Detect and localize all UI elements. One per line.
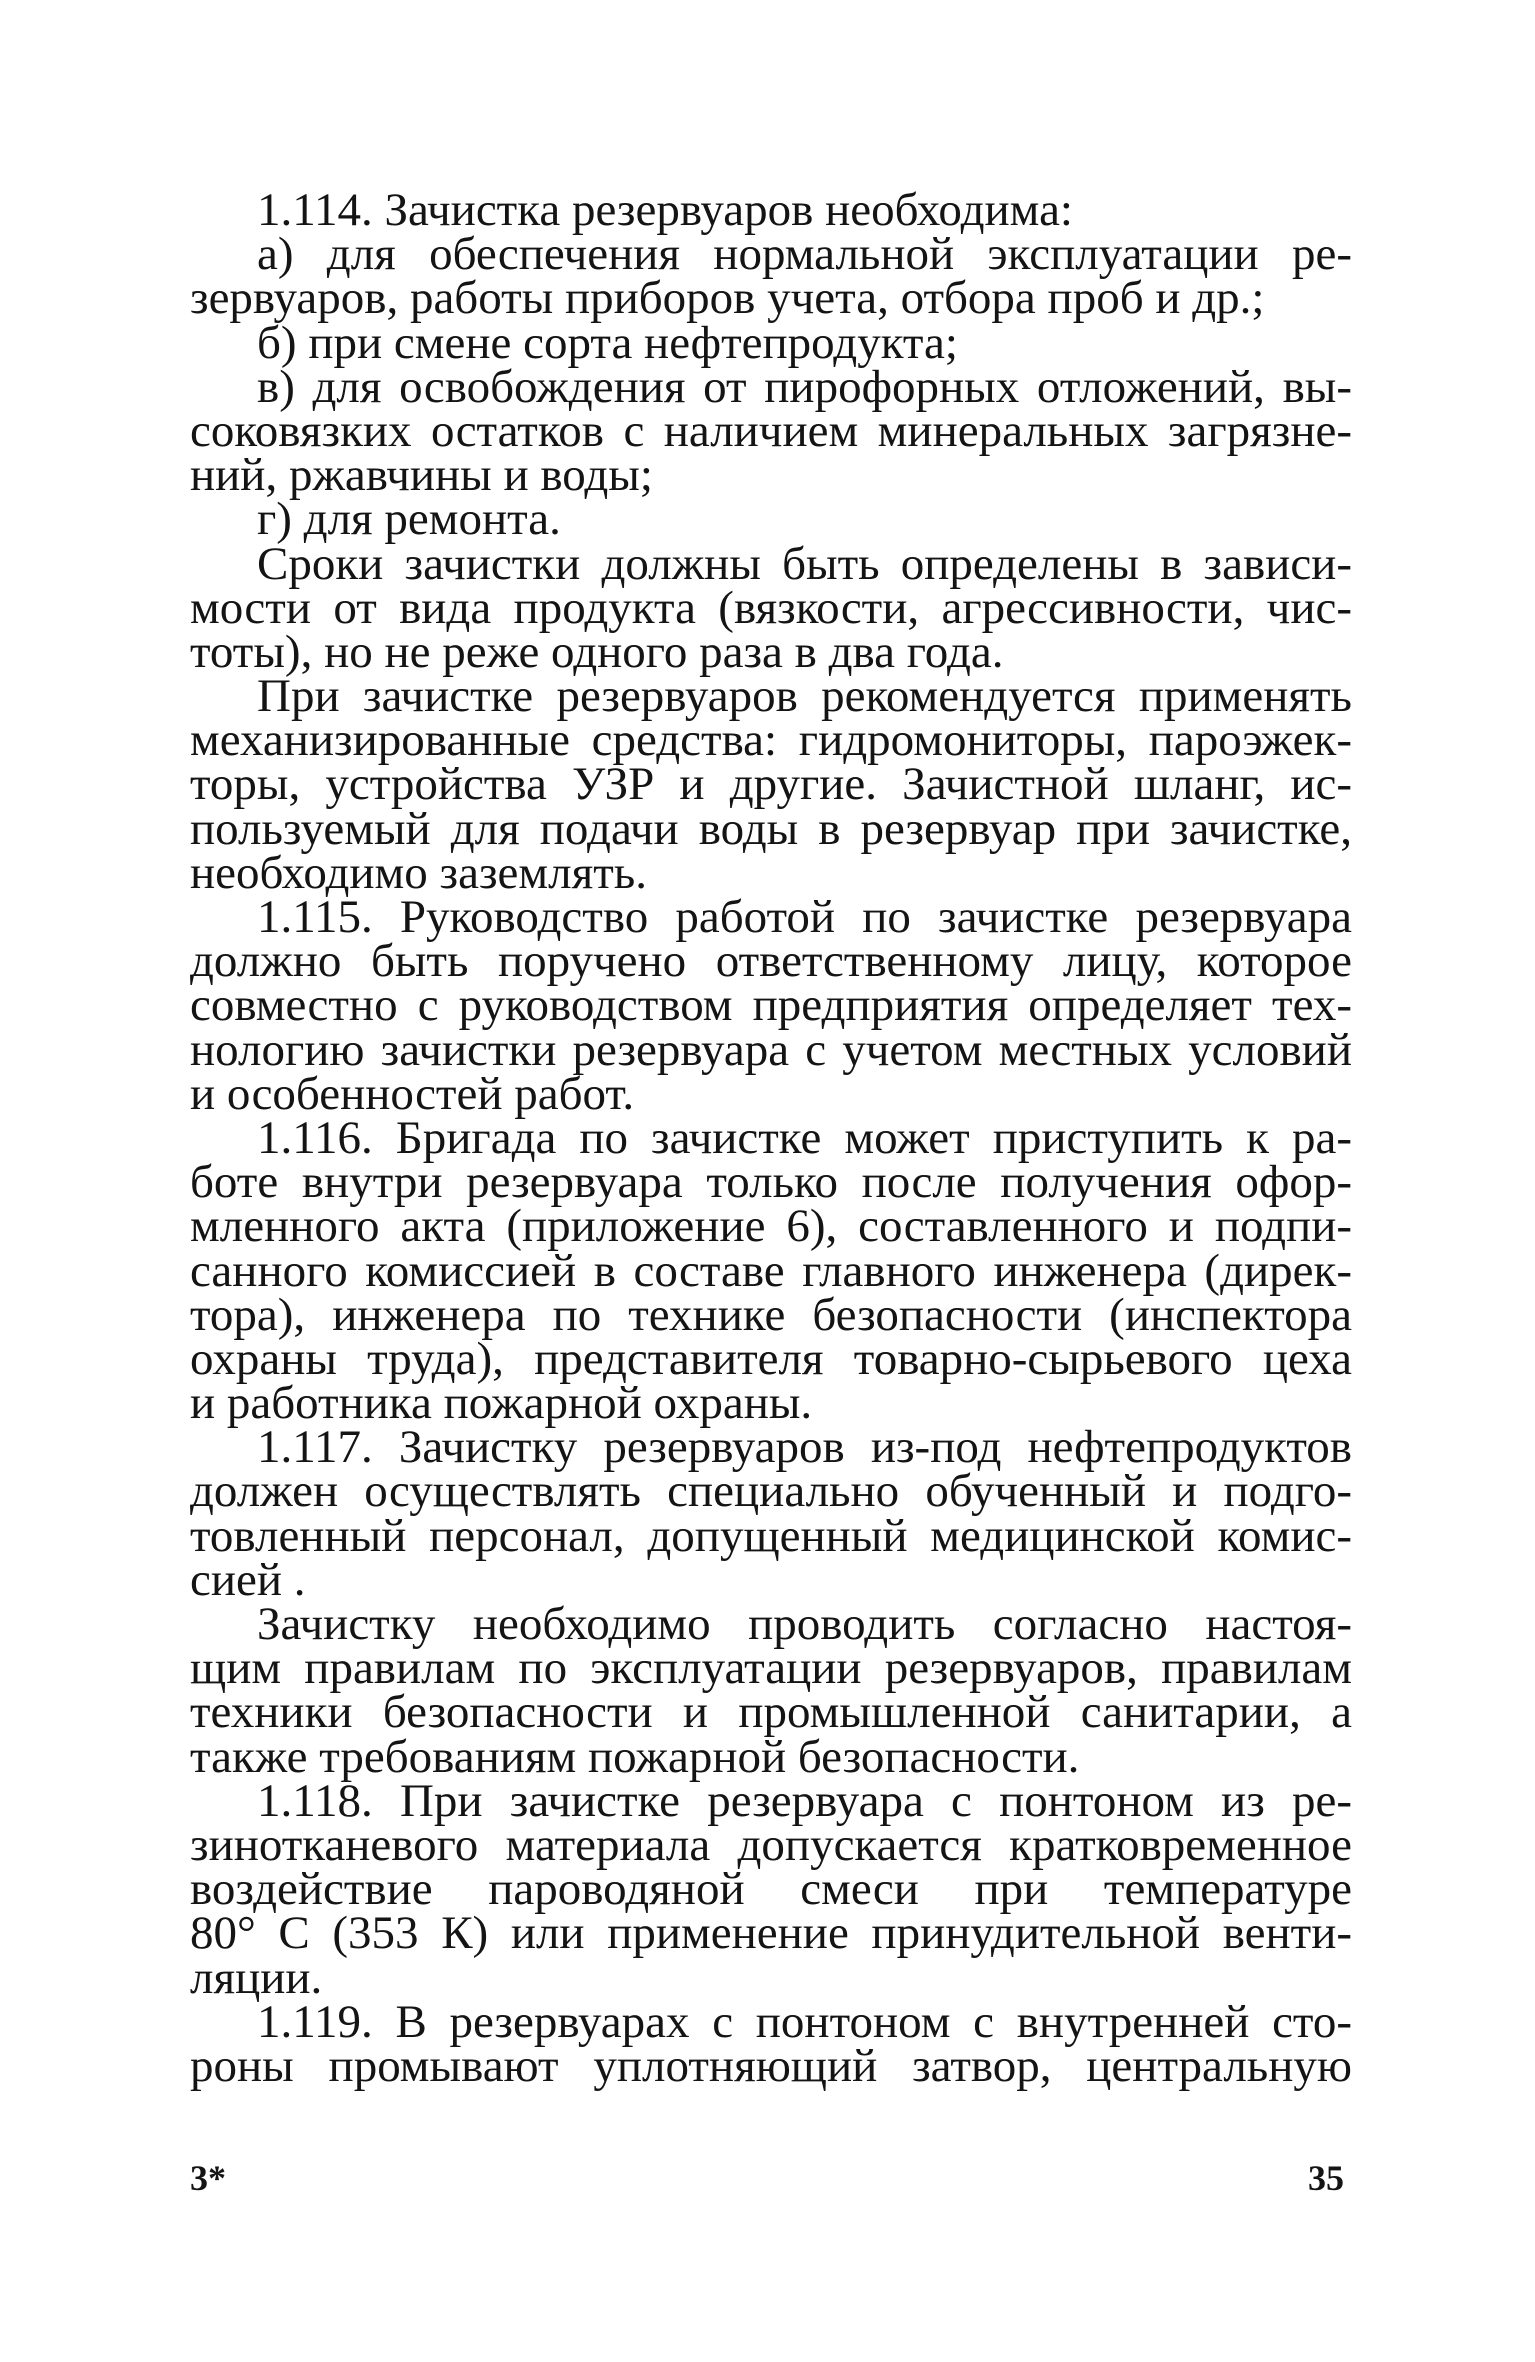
text-line: механизированные средства: гидромониторы, пароэжек-	[190, 714, 1352, 767]
text-line: необходимо заземлять.	[190, 846, 647, 899]
text-line: боте внутри резервуара только после получения офор-	[190, 1156, 1352, 1209]
text-line: 1.116. Бригада по зачистке может приступить к ра-	[257, 1111, 1352, 1164]
paragraph-p-sroki	[190, 537, 1352, 678]
page-number: 35	[1308, 2158, 1344, 2198]
text-line: зинотканевого материала допускается кратковременное	[190, 1818, 1352, 1871]
text-line: в) для освобождения от пирофорных отложений, вы-	[257, 360, 1352, 413]
text-line: охраны труда), представителя товарно-сырьевого цеха	[190, 1332, 1352, 1385]
text-line: мости от вида продукта (вязкости, агрессивности, чис-	[190, 581, 1352, 634]
paragraph-item-v	[190, 360, 1352, 502]
text-line: г) для ремонта.	[257, 493, 561, 546]
text-line: зервуаров, работы приборов учета, отбора проб и др.;	[190, 272, 1265, 325]
text-line: санного комиссией в составе главного инженера (дирек-	[190, 1244, 1352, 1297]
paragraph-p1114	[190, 184, 1352, 236]
signature-mark: 3*	[190, 2158, 226, 2198]
text-line: ляции.	[190, 1951, 323, 2004]
page-text	[190, 184, 1352, 2188]
text-line: должно быть поручено ответственному лицу, которое	[190, 935, 1352, 988]
text-line: нологию зачистки резервуара с учетом местных условий	[190, 1023, 1352, 1076]
text-line: тора), инженера по технике безопасности (инспектора	[190, 1288, 1352, 1341]
paragraph-p1115	[190, 891, 1352, 1120]
text-line: торы, устройства УЗР и другие. Зачистной шланг, ис-	[190, 758, 1352, 811]
paragraph-item-g	[190, 493, 1352, 546]
paragraph-item-b	[190, 316, 1352, 369]
text-line: 1.119. В резервуарах с понтоном с внутренней сто-	[257, 1995, 1352, 2048]
text-line: При зачистке резервуаров рекомендуется применять	[257, 670, 1352, 723]
text-line: Сроки зачистки должны быть определены в зависи-	[257, 537, 1352, 590]
text-line: 1.114. Зачистка резервуаров необходима:	[257, 184, 1073, 236]
text-line: воздействие пароводяной смеси при температуре	[190, 1863, 1352, 1916]
text-line: должен осуществлять специально обученный и подго-	[190, 1465, 1352, 1518]
text-line: техники безопасности и промышленной санитарии, а	[190, 1686, 1352, 1739]
paragraph-p1116	[190, 1111, 1352, 1430]
text-line: и особенностей работ.	[190, 1067, 635, 1120]
text-line: а) для обеспечения нормальной эксплуатации ре-	[257, 228, 1352, 281]
paragraph-p1119	[190, 1995, 1352, 2092]
paragraph-p1117	[190, 1421, 1352, 1606]
text-line: сией .	[190, 1553, 306, 1606]
paragraph-p-mech	[190, 670, 1352, 899]
page-footer	[190, 2157, 1352, 2207]
text-line: щим правилам по эксплуатации резервуаров, правилам	[190, 1642, 1352, 1695]
text-line: ний, ржавчины и воды;	[190, 449, 653, 502]
text-line: также требованиям пожарной безопасности.	[190, 1730, 1080, 1783]
text-line: б) при смене сорта нефтепродукта;	[257, 316, 958, 369]
text-line: товленный персонал, допущенный медицинской комис-	[190, 1509, 1352, 1562]
text-line: пользуемый для подачи воды в резервуар при зачистке,	[190, 802, 1352, 855]
text-line: роны промывают уплотняющий затвор, центральную	[190, 2039, 1352, 2092]
paragraph-item-a	[190, 228, 1352, 325]
text-line: 1.117. Зачистку резервуаров из-под нефтепродуктов	[257, 1421, 1352, 1474]
text-line: 80° С (353 К) или применение принудительной венти-	[190, 1907, 1352, 1960]
text-line: и работника пожарной охраны.	[190, 1377, 813, 1430]
text-line: совместно с руководством предприятия определяет тех-	[190, 979, 1352, 1032]
text-line: Зачистку необходимо проводить согласно настоя-	[257, 1598, 1352, 1650]
paragraph-p1118	[190, 1774, 1352, 2004]
text-line: 1.115. Руководство работой по зачистке резервуара	[257, 891, 1352, 943]
text-line: тоты), но не реже одного раза в два года.	[190, 625, 1004, 678]
text-line: 1.118. При зачистке резервуара с понтоном из ре-	[257, 1774, 1352, 1827]
text-line: мленного акта (приложение 6), составленного и подпи-	[190, 1200, 1352, 1253]
text-line: соковязких остатков с наличием минеральных загрязне-	[190, 404, 1352, 457]
paragraph-p-rules	[190, 1598, 1352, 1783]
